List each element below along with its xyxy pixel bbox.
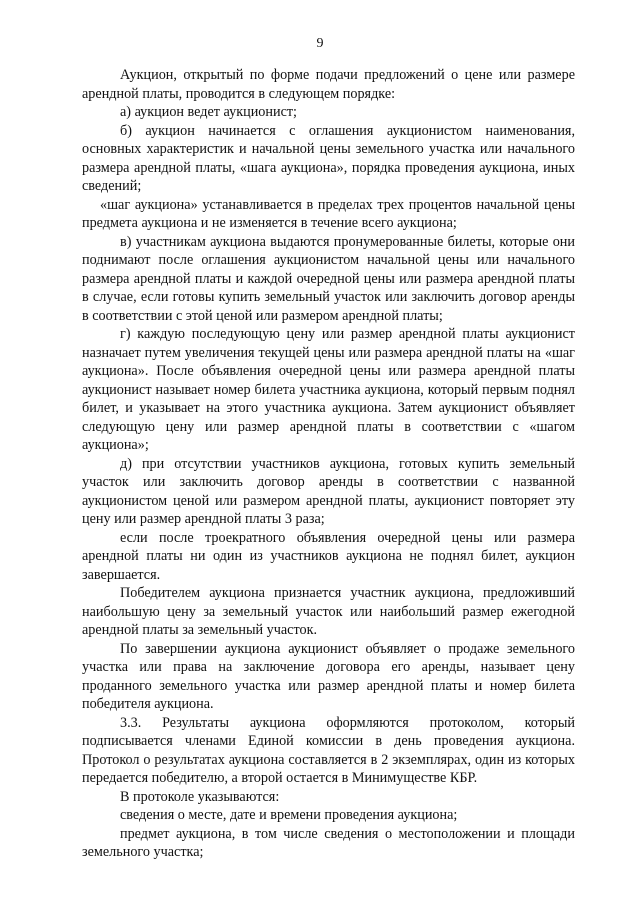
paragraph-auction-procedure-intro: Аукцион, открытый по форме подачи предложений о цене или размере арендной платы, проводится в следующем порядке:	[82, 67, 575, 102]
paragraph-auction-step: «шаг аукциона» устанавливается в пределах трех процентов начальной цены предмета аукциона и не изменяется в течение всего аукциона;	[82, 196, 575, 231]
paragraph-section-3-3: 3.3. Результаты аукциона оформляются протоколом, который подписывается членами Единой комиссии в день проведения аукциона. Протокол о результатах аукциона составляется в 2 экземплярах, один из которых передается победителю, а второй остается в Минимуществе КБР.	[82, 714, 575, 786]
paragraph-announcement: По завершении аукциона аукционист объявляет о продаже земельного участка или права на заключение договора его аренды, называет цену проданного земельного участка или размер арендной платы и номер билета победителя аукциона.	[82, 640, 575, 712]
page-number: 9	[316, 36, 324, 51]
paragraph-winner: Победителем аукциона признается участник аукциона, предложивший наибольшую цену за земельный участок или наибольший размер ежегодной арендной платы за земельный участок.	[82, 585, 575, 638]
paragraph-place-date-time: сведения о месте, дате и времени проведения аукциона;	[120, 807, 458, 823]
paragraph-auction-end: если после троекратного объявления очередной цены или размера арендной платы ни один из участников аукциона не поднял билет, аукцион завершается.	[82, 529, 575, 583]
paragraph-item-a: а) аукцион ведет аукционист;	[120, 104, 298, 120]
paragraph-protocol-contents: В протоколе указываются:	[120, 788, 280, 805]
paragraph-auction-subject: предмет аукциона, в том числе сведения о местоположении и площади земельного участка;	[82, 825, 575, 860]
paragraph-item-g: г) каждую последующую цену или размер арендной платы аукционист назначает путем увеличения текущей цены или размера арендной платы на «шаг аукциона». После объявления очередной цены или размера арендной платы аукционист называет номер билета участника аукциона, который первым поднял билет, и указывает на этого участника аукциона. Затем аукционист объявляет следующую цену или размер арендной платы в соответствии с «шагом аукциона»;	[82, 326, 575, 453]
paragraph-item-d: д) при отсутствии участников аукциона, готовых купить земельный участок или заключить договор аренды в соответствии с названной аукционистом ценой или размером арендной платы, аукционист повторяет эту цену или размер арендной платы 3 раза;	[82, 455, 575, 527]
paragraph-item-b: б) аукцион начинается с оглашения аукционистом наименования, основных характеристик и начальной цены земельного участка или начального размера арендной платы, «шага аукциона», порядка проведения аукциона, иных сведений;	[82, 122, 575, 194]
paragraph-item-v: в) участникам аукциона выдаются пронумерованные билеты, которые они поднимают после оглашения аукционистом начальной цены или начального размера арендной платы и каждой очередной цены или размера арендной платы в случае, если готовы купить земельный участок или заключить договор аренды в соответствии с этой ценой или размером арендной платы;	[82, 233, 575, 324]
document-body	[82, 66, 575, 862]
